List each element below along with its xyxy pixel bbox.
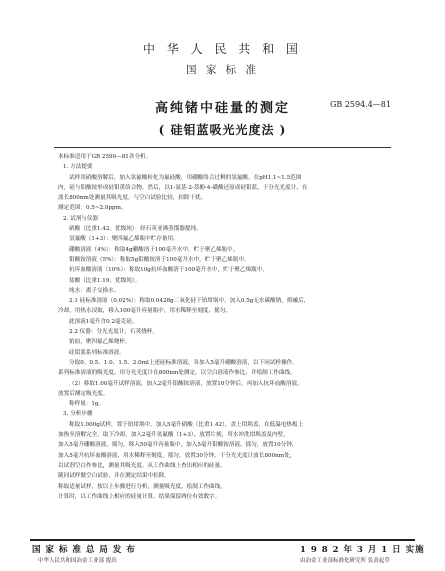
body-line: 冷却，用热水浸取，移入100毫升容量瓶中，用水稀释至刻度，摇匀。 <box>58 308 231 315</box>
body-line: 本标准适用于GB 2590—81各分析。 <box>58 154 152 160</box>
footer-date-sub: 由冶金工业部标准化研究所 负责起草 <box>300 558 390 564</box>
body-line: 称取1.000g试样，置于铂坩埚中，加入5毫升硝酸（比重1.42），盖上坩埚盖，在低温电热板上 <box>69 421 304 428</box>
body-line: 加入5毫升硼酸溶液，摇匀，移入50毫升容量瓶中，加入5毫升钼酸铵溶液，摇匀，放置10分钟， <box>58 442 298 449</box>
body-line: 硝酸（比重1.42，优级纯）：经石英亚沸蒸馏器提纯。 <box>69 226 202 233</box>
body-line: 加入5毫升抗坏血酸溶液，用水稀释至刻度，摇匀，放置30分钟，于分光光度计波长800nm处， <box>58 452 296 459</box>
body-line: 硅钼蓝系列标准溶液。 <box>69 349 125 356</box>
body-line: 加热至溶解完全，取下冷却，加入2毫升氢氟酸（1+3），放置片刻，用水冲洗坩埚盖及内壁， <box>58 432 289 439</box>
section-heading: 1. 方法提要 <box>63 164 93 171</box>
standard-category: 国 家 标 准 <box>185 64 259 76</box>
footer-date: 1 9 8 2 年 3 月 1 日 实施 <box>300 545 425 555</box>
footer-issuer-sub: 中华人民共和国冶金工业部 提出 <box>38 558 117 564</box>
body-line: 系列标准溶液的吸光度，用分光光度计在800nm处测定，以空白溶液作参比，并绘制工作曲线。 <box>58 370 296 377</box>
body-line: 2.1 硅标准溶液（0.02%）：称取0.0428g二氧化硅于铂坩埚中，加入0.5g无水碳酸钠，熔融后， <box>69 298 310 305</box>
body-line: 此溶液1毫升含0.2毫克硅。 <box>69 318 138 325</box>
body-line: 放置后测定吸光度。 <box>58 390 109 397</box>
footer-issuer: 国 家 标 准 总 局 发 布 <box>32 545 136 555</box>
section-heading: 2. 试剂与仪器 <box>63 215 99 222</box>
body-line: 硼酸溶液（4%）：称取4g硼酸溶于100毫升水中，贮于聚乙烯瓶中。 <box>69 246 239 253</box>
body-line: 称取适量试样，按以上步骤进行分析，测量吸光度，绘制工作曲线， <box>58 483 226 490</box>
standard-number: GB 2594.4—81 <box>330 100 391 109</box>
document-subtitle: ( 硅钼蓝吸光光度法 ) <box>158 123 287 137</box>
body-line: 波长800nm处测量其吸光度。与空白试验比较，扣除干扰。 <box>58 195 207 202</box>
body-line: 称样量：1g。 <box>69 401 105 408</box>
body-line: 计算时，以工作曲线上相应的硅量计算，结果保留两位有效数字。 <box>58 493 221 500</box>
body-line: 内，硅与钼酸铵形成硅钼黄络合物。然后，以1-氨基-2-萘酚-4-磺酸还原成硅钼蓝，于分光光度计，在 <box>58 184 308 191</box>
body-line: 随同试样做空白试验，并在测定结果中扣除。 <box>58 473 170 480</box>
document-body <box>58 152 393 502</box>
footer-divider <box>30 539 415 541</box>
body-line: 氢氟酸（1+3）：聚四氟乙烯瓶中贮存备用。 <box>69 236 179 243</box>
body-line: 钼酸铵溶液（5%）：称取5g钼酸铵溶于100毫升水中，贮于聚乙烯瓶中。 <box>69 256 250 263</box>
header-divider <box>54 147 391 148</box>
section-heading: 3. 分析步骤 <box>63 411 93 418</box>
body-line: 测定范围：0.5~2.0ppm。 <box>58 205 127 212</box>
body-line: （2）移取1.00毫升试样溶液，加入2毫升钼酸铵溶液，放置10分钟后，再加入抗坏血酸溶液， <box>69 380 303 387</box>
body-line: 盐酸（比重1.19，优级纯）。 <box>69 277 141 284</box>
country-header: 中 华 人 民 共 和 国 <box>143 42 302 56</box>
body-line: 分取0、0.5、1.0、1.5、2.0ml上述硅标准溶液，各加入5毫升硼酸溶液，以下同试样操作。 <box>69 359 298 366</box>
body-line: 试样用硝酸溶解后，加入氢氟酸转化为氟硅酸，用硼酸络合过剩的氢氟酸，在pH1.1~1.5范围 <box>69 174 302 181</box>
body-line: 以试剂空白作参比，测量其吸光度。从工作曲线上查出相应的硅量。 <box>58 462 226 469</box>
document-title: 高纯锗中硅量的测定 <box>154 101 290 116</box>
body-line: 铂皿，聚四氟乙烯烧杯。 <box>69 339 131 346</box>
body-line: 抗坏血酸溶液（10%）：称取10g抗坏血酸溶于100毫升水中，贮于聚乙烯瓶中。 <box>69 267 268 274</box>
body-line: 纯水：离子交换水。 <box>69 287 120 294</box>
body-line: 2.2 仪器：分光光度计，石英烧杯， <box>69 329 158 336</box>
